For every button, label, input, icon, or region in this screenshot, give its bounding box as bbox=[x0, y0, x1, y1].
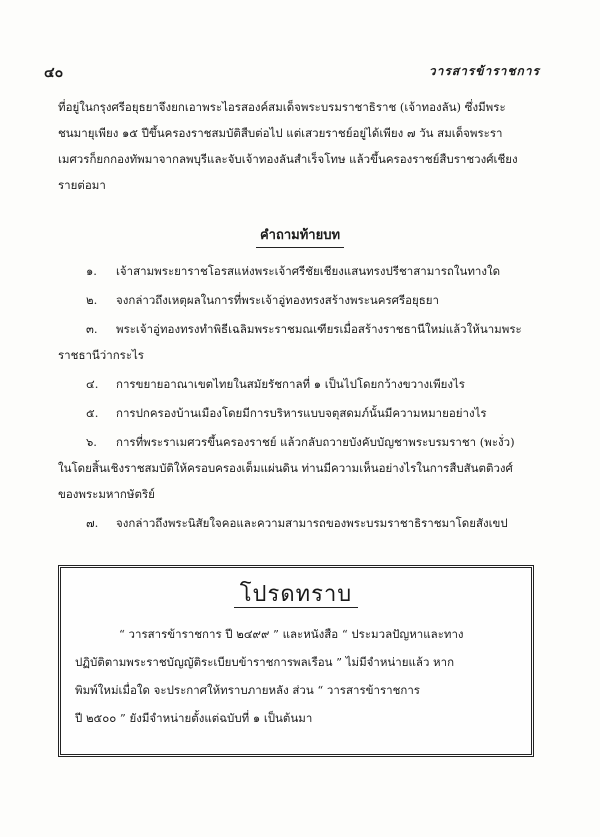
running-title: วารสารข้าราชการ bbox=[428, 64, 540, 78]
question-item bbox=[58, 371, 546, 397]
paragraph-line: รายต่อมา bbox=[58, 178, 106, 192]
question-item bbox=[58, 400, 546, 426]
question-item bbox=[58, 429, 546, 507]
notice-line: ปี ๒๕๐๐ ” ยังมีจำหน่ายตั้งแต่ฉบับที่ ๑ เป็นต้นมา bbox=[75, 711, 313, 725]
notice-body bbox=[75, 620, 517, 732]
question-number: ๒. bbox=[86, 293, 98, 307]
question-text-continued: ราชธานีว่ากระไร bbox=[58, 348, 144, 362]
question-text: จงกล่าวถึงพระนิสัยใจคอและความสามารถของพระบรมราชาธิราชมาโดยสังเขป bbox=[116, 516, 508, 530]
paragraph-line: ชนมายุเพียง ๑๕ ปีขึ้นครองราชสมบัติสืบต่อไป แต่เสวยราชย์อยู่ได้เพียง ๗ วัน สมเด็จพระรา bbox=[58, 126, 503, 140]
question-item bbox=[58, 510, 546, 536]
question-number: ๗. bbox=[86, 516, 99, 530]
question-item bbox=[58, 287, 546, 313]
section-heading-text: คำถามท้ายบท bbox=[256, 224, 344, 248]
paragraph-line: เมศวรก็ยกกองทัพมาจากลพบุรีและจับเจ้าทองลันสำเร็จโทษ แล้วขึ้นครองราชย์สืบราชวงศ์เชียง bbox=[58, 152, 518, 166]
notice-line: ปฏิบัติตามพระราชบัญญัติระเบียบข้าราชการพลเรือน ” ไม่มีจำหน่ายแล้ว หาก bbox=[75, 655, 455, 669]
paragraph-line: ที่อยู่ในกรุงศรีอยุธยาจึงยกเอาพระไอรสองค์สมเด็จพระบรมราชาธิราช (เจ้าทองลัน) ซึ่งมีพระ bbox=[58, 100, 506, 114]
question-number: ๖. bbox=[86, 435, 97, 449]
question-list bbox=[58, 258, 546, 539]
page-number: ๔๐ bbox=[44, 65, 64, 81]
notice-title bbox=[61, 576, 531, 611]
question-text: พระเจ้าอู่ทองทรงทำพิธีเฉลิมพระราชมณเฑียรเมื่อสร้างราชธานีใหม่แล้วให้นามพระ bbox=[116, 322, 522, 336]
question-text: การที่พระราเมศวรขึ้นครองราชย์ แล้วกลับถวายบังคับบัญชาพระบรมราชา (พะงั่ว) bbox=[116, 435, 515, 449]
section-heading bbox=[0, 224, 600, 248]
question-text: เจ้าสามพระยาราชโอรสแห่งพระเจ้าศรีชัยเชียงแสนทรงปรีชาสามารถในทางใด bbox=[116, 264, 501, 278]
notice-line: พิมพ์ใหม่เมื่อใด จะประกาศให้ทราบภายหลัง ส่วน “ วารสารข้าราชการ bbox=[75, 683, 420, 697]
question-text: การปกครองบ้านเมืองโดยมีการบริหารแบบจตุสดมภ์นั้นมีความหมายอย่างไร bbox=[116, 406, 487, 420]
question-text-continued: ในโดยสิ้นเชิงราชสมบัติให้ครอบครองเต็มแผ่นดิน ท่านมีความเห็นอย่างไรในการสืบสันตติวงศ์ bbox=[58, 461, 513, 475]
question-number: ๓. bbox=[86, 322, 98, 336]
notice-title-text: โปรดทราบ bbox=[234, 582, 359, 608]
question-number: ๔. bbox=[86, 377, 99, 391]
notice-line: “ วารสารข้าราชการ ปี ๒๔๙๙ ” และหนังสือ “ ประมวลปัญหาและทาง bbox=[119, 627, 464, 641]
page-header bbox=[44, 62, 540, 82]
question-text-continued: ของพระมหากษัตริย์ bbox=[58, 487, 155, 501]
question-item bbox=[58, 316, 546, 368]
question-text: จงกล่าวถึงเหตุผลในการที่พระเจ้าอู่ทองทรงสร้างพระนครศรีอยุธยา bbox=[116, 293, 439, 307]
notice-box bbox=[58, 565, 534, 757]
question-number: ๕. bbox=[86, 406, 99, 420]
question-text: การขยายอาณาเขตไทยในสมัยรัชกาลที่ ๑ เป็นไปโดยกว้างขวางเพียงไร bbox=[116, 377, 465, 391]
question-item bbox=[58, 258, 546, 284]
question-number: ๑. bbox=[86, 264, 97, 278]
intro-paragraph bbox=[58, 94, 546, 198]
